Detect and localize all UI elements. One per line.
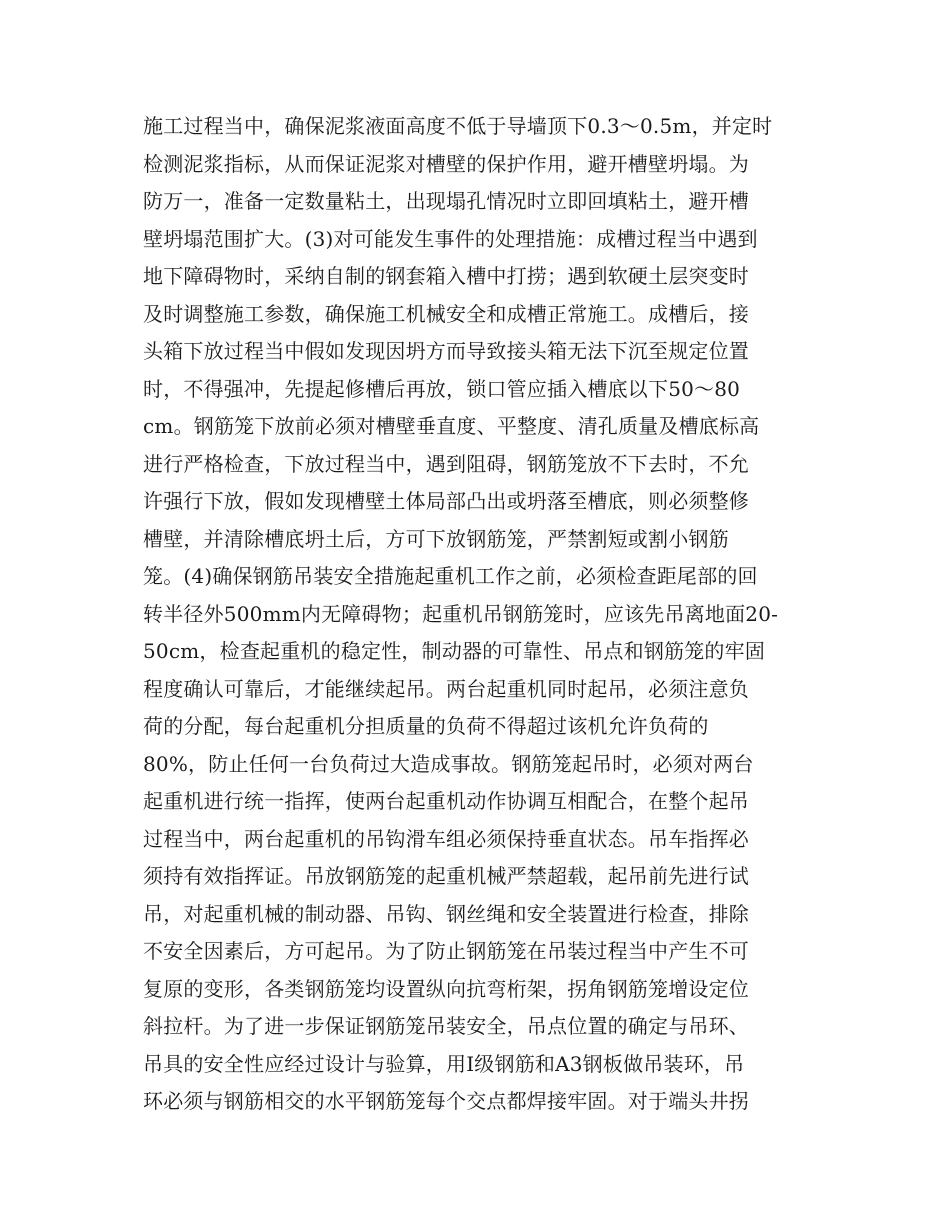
body-text [143, 108, 823, 1121]
text-line: 80%，防止任何一台负荷过大造成事故。钢筋笼起吊时，必须对两台 [143, 751, 754, 776]
text-line: 不安全因素后，方可起吊。为了防止钢筋笼在吊装过程当中产生不可 [143, 939, 749, 963]
text-line: 吊，对起重机械的制动器、吊钩、钢丝绳和安全装置进行检查，排除 [143, 901, 749, 926]
text-line: 头箱下放过程当中假如发现因坍方而导致接头箱无法下沉至规定位置 [143, 339, 749, 363]
text-line: 许强行下放，假如发现槽壁土体局部凸出或坍落至槽底，则必须整修 [143, 489, 749, 513]
text-line: 斜拉杆。为了进一步保证钢筋笼吊装安全，吊点位置的确定与吊环、 [143, 1014, 749, 1038]
text-line: 及时调整施工参数，确保施工机械安全和成槽正常施工。成槽后，接 [143, 301, 749, 326]
text-line: 吊具的安全性应经过设计与验算，用Ⅰ级钢筋和A3钢板做吊装环，吊 [143, 1051, 745, 1076]
text-line: 复原的变形，各类钢筋笼均设置纵向抗弯桁架，拐角钢筋笼增设定位 [143, 976, 749, 1001]
text-line: cm。钢筋笼下放前必须对槽壁垂直度、平整度、清孔质量及槽底标高 [143, 414, 760, 438]
text-line: 50cm，检查起重机的稳定性，制动器的可靠性、吊点和钢筋笼的牢固 [143, 639, 766, 663]
text-line: 槽壁，并清除槽底坍土后，方可下放钢筋笼，严禁割短或割小钢筋 [143, 526, 729, 551]
text-line: 时，不得强冲，先提起修槽后再放，锁口管应插入槽底以下50～80 [143, 376, 741, 401]
text-line: 壁坍塌范围扩大。(3)对可能发生事件的处理措施：成槽过程当中遇到 [143, 226, 758, 251]
text-line: 地下障碍物时，采纳自制的钢套箱入槽中打捞；遇到软硬土层突变时 [143, 264, 749, 288]
text-line: 起重机进行统一指挥，使两台起重机动作协调互相配合，在整个起吊 [143, 789, 749, 813]
text-line: 施工过程当中，确保泥浆液面高度不低于导墙顶下0.3～0.5m，并定时 [143, 114, 773, 138]
text-line: 环必须与钢筋相交的水平钢筋笼每个交点都焊接牢固。对于端头井拐 [143, 1089, 749, 1113]
text-line: 荷的分配，每台起重机分担质量的负荷不得超过该机允许负荷的 [143, 714, 709, 738]
text-line: 程度确认可靠后，才能继续起吊。两台起重机同时起吊，必须注意负 [143, 676, 749, 701]
text-line: 转半径外500mm内无障碍物；起重机吊钢筋笼时，应该先吊离地面20- [143, 601, 779, 626]
text-line: 检测泥浆指标，从而保证泥浆对槽壁的保护作用，避开槽壁坍塌。为 [143, 151, 749, 176]
text-line: 进行严格检查，下放过程当中，遇到阻碍，钢筋笼放不下去时，不允 [143, 451, 749, 476]
text-line: 须持有效指挥证。吊放钢筋笼的起重机械严禁超载，起吊前先进行试 [143, 864, 749, 888]
text-line: 过程当中，两台起重机的吊钩滑车组必须保持垂直状态。吊车指挥必 [143, 826, 749, 851]
text-line: 笼。(4)确保钢筋吊装安全措施起重机工作之前，必须检查距尾部的回 [143, 564, 758, 588]
text-line: 防万一，准备一定数量粘土，出现塌孔情况时立即回填粘土，避开槽 [143, 189, 749, 213]
